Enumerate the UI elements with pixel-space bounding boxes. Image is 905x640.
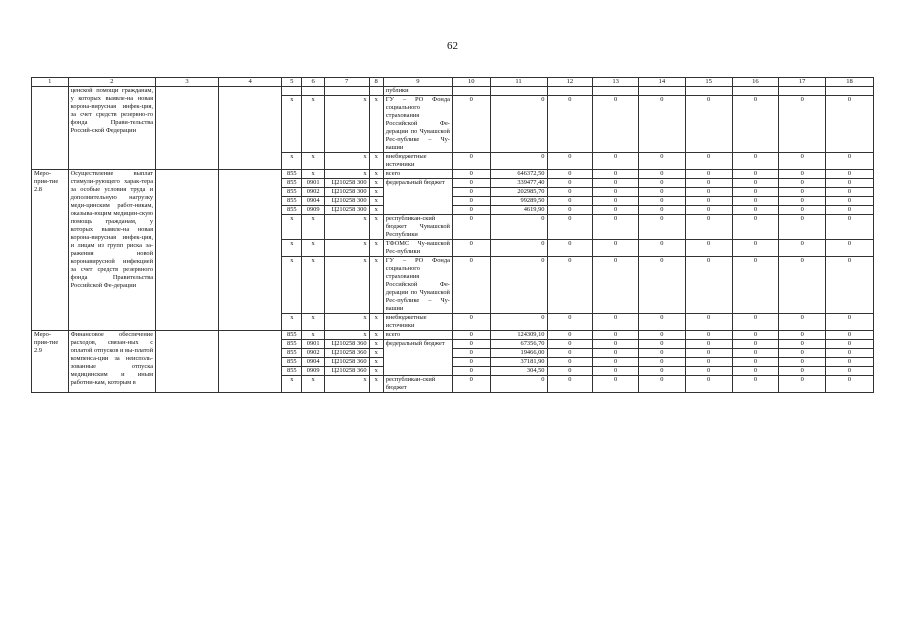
gr-code bbox=[282, 87, 302, 96]
value-cell bbox=[547, 87, 593, 96]
gr-code: x bbox=[282, 376, 302, 393]
funding-source: внебюджетные источники bbox=[383, 153, 452, 170]
value-cell: 0 bbox=[593, 340, 639, 349]
expense-type: x bbox=[369, 153, 383, 170]
value-cell: 646372,50 bbox=[490, 170, 547, 179]
value-cell: 0 bbox=[593, 188, 639, 197]
value-cell: 0 bbox=[639, 340, 686, 349]
value-cell bbox=[779, 87, 826, 96]
value-cell: 0 bbox=[452, 96, 490, 153]
value-cell: 0 bbox=[639, 96, 686, 153]
funding-source: внебюджетные источники bbox=[383, 314, 452, 331]
value-cell: 0 bbox=[685, 215, 732, 240]
column-header: 9 bbox=[383, 78, 452, 87]
value-cell: 0 bbox=[732, 206, 779, 215]
value-cell: 0 bbox=[685, 206, 732, 215]
value-cell: 0 bbox=[593, 96, 639, 153]
expense-type: x bbox=[369, 197, 383, 206]
expense-type: x bbox=[369, 314, 383, 331]
value-cell: 0 bbox=[639, 206, 686, 215]
table-row bbox=[32, 170, 874, 179]
value-cell: 0 bbox=[547, 206, 593, 215]
value-cell: 339477,40 bbox=[490, 179, 547, 188]
target-article: Ц210258 300 bbox=[324, 197, 369, 206]
section-code: x bbox=[302, 314, 324, 331]
value-cell: 0 bbox=[593, 358, 639, 367]
column-header: 8 bbox=[369, 78, 383, 87]
column-header: 4 bbox=[219, 78, 282, 87]
gr-code: x bbox=[282, 153, 302, 170]
column-header: 13 bbox=[593, 78, 639, 87]
expense-type: x bbox=[369, 96, 383, 153]
value-cell: 202985,70 bbox=[490, 188, 547, 197]
value-cell: 0 bbox=[593, 179, 639, 188]
value-cell: 0 bbox=[732, 188, 779, 197]
value-cell: 0 bbox=[547, 358, 593, 367]
funding-source: всего bbox=[383, 331, 452, 340]
value-cell: 0 bbox=[639, 349, 686, 358]
value-cell: 0 bbox=[732, 197, 779, 206]
value-cell bbox=[732, 87, 779, 96]
value-cell: 0 bbox=[685, 331, 732, 340]
value-cell: 0 bbox=[639, 179, 686, 188]
value-cell: 0 bbox=[779, 314, 826, 331]
header-row bbox=[32, 78, 874, 87]
value-cell: 0 bbox=[547, 188, 593, 197]
gr-code: 855 bbox=[282, 349, 302, 358]
empty-cell bbox=[156, 170, 219, 331]
value-cell: 0 bbox=[732, 215, 779, 240]
value-cell: 0 bbox=[826, 153, 874, 170]
expense-type: x bbox=[369, 257, 383, 314]
value-cell: 4619,90 bbox=[490, 206, 547, 215]
section-code: 0904 bbox=[302, 358, 324, 367]
value-cell: 0 bbox=[452, 340, 490, 349]
value-cell: 0 bbox=[547, 340, 593, 349]
target-article: x bbox=[324, 331, 369, 340]
target-article: x bbox=[324, 215, 369, 240]
value-cell: 0 bbox=[685, 314, 732, 331]
value-cell: 0 bbox=[547, 197, 593, 206]
value-cell: 0 bbox=[547, 179, 593, 188]
value-cell: 0 bbox=[593, 331, 639, 340]
value-cell: 0 bbox=[639, 188, 686, 197]
gr-code: 855 bbox=[282, 340, 302, 349]
funding-source: федеральный бюджет bbox=[383, 340, 452, 376]
funding-source: ГУ – РО Фонда социального страхования Российской Фе-дерации по Чувашской Рес-публике – Чу-вашии bbox=[383, 96, 452, 153]
value-cell: 0 bbox=[639, 257, 686, 314]
target-article: Ц210258 360 bbox=[324, 367, 369, 376]
value-cell: 0 bbox=[732, 376, 779, 393]
target-article: x bbox=[324, 170, 369, 179]
gr-code: 855 bbox=[282, 206, 302, 215]
column-header: 3 bbox=[156, 78, 219, 87]
event-description: Финансовое обеспечение расходов, связан-ных с оплатой отпусков и вы-платой компенса-ции за неисполь-зованные отпуска медицинским и иным работни-кам, которым в bbox=[68, 331, 155, 393]
value-cell: 0 bbox=[593, 257, 639, 314]
value-cell: 304,50 bbox=[490, 367, 547, 376]
value-cell: 0 bbox=[685, 170, 732, 179]
value-cell: 0 bbox=[685, 376, 732, 393]
funding-source: ГУ – РО Фонда социального страхования Российской Фе-дерации по Чувашской Рес-публике – Чу-вашии bbox=[383, 257, 452, 314]
value-cell: 0 bbox=[490, 153, 547, 170]
funding-source: республикан-ский бюджет Чувашской Республики bbox=[383, 215, 452, 240]
value-cell: 0 bbox=[593, 240, 639, 257]
value-cell: 0 bbox=[452, 206, 490, 215]
value-cell: 0 bbox=[779, 376, 826, 393]
gr-code: 855 bbox=[282, 358, 302, 367]
value-cell: 0 bbox=[685, 197, 732, 206]
value-cell: 0 bbox=[490, 240, 547, 257]
expense-type: x bbox=[369, 179, 383, 188]
value-cell: 0 bbox=[685, 358, 732, 367]
gr-code: 855 bbox=[282, 197, 302, 206]
value-cell: 0 bbox=[639, 314, 686, 331]
value-cell: 0 bbox=[593, 206, 639, 215]
value-cell: 0 bbox=[547, 257, 593, 314]
value-cell: 124309,10 bbox=[490, 331, 547, 340]
value-cell: 0 bbox=[685, 349, 732, 358]
value-cell: 0 bbox=[490, 215, 547, 240]
empty-cell bbox=[219, 331, 282, 393]
value-cell: 0 bbox=[685, 340, 732, 349]
empty-cell bbox=[156, 87, 219, 170]
table-row bbox=[32, 331, 874, 340]
column-header: 15 bbox=[685, 78, 732, 87]
value-cell: 0 bbox=[547, 215, 593, 240]
value-cell: 0 bbox=[452, 376, 490, 393]
value-cell: 99289,50 bbox=[490, 197, 547, 206]
value-cell: 0 bbox=[593, 170, 639, 179]
value-cell: 0 bbox=[826, 96, 874, 153]
funding-source: публики bbox=[383, 87, 452, 96]
column-header: 7 bbox=[324, 78, 369, 87]
column-header: 16 bbox=[732, 78, 779, 87]
expense-type: x bbox=[369, 358, 383, 367]
program-table bbox=[31, 77, 874, 393]
event-description: Осуществление выплат стимули-рующего харак-тера за особые условия труда и дополнительную нагрузку меди-цинским работ-никам, оказыва-ющим медицин-скую помощь гражданам, у которых выявле-на новая корона-вирусная инфек-ция, и лицам из групп риска за-ражения новой коронавирусной инфекцией за счет средств резервного фонда Правительства Российской Фе-дерации bbox=[68, 170, 155, 331]
value-cell: 0 bbox=[732, 340, 779, 349]
value-cell: 0 bbox=[826, 367, 874, 376]
column-header: 6 bbox=[302, 78, 324, 87]
funding-source: республикан-ский бюджет bbox=[383, 376, 452, 393]
value-cell: 0 bbox=[452, 179, 490, 188]
value-cell: 0 bbox=[779, 340, 826, 349]
value-cell: 0 bbox=[732, 331, 779, 340]
value-cell: 0 bbox=[639, 153, 686, 170]
value-cell: 0 bbox=[779, 240, 826, 257]
section-code: 0909 bbox=[302, 206, 324, 215]
value-cell: 0 bbox=[639, 170, 686, 179]
value-cell: 0 bbox=[685, 96, 732, 153]
gr-code: 855 bbox=[282, 188, 302, 197]
section-code: x bbox=[302, 257, 324, 314]
value-cell bbox=[490, 87, 547, 96]
value-cell: 0 bbox=[490, 376, 547, 393]
value-cell: 0 bbox=[779, 349, 826, 358]
column-header: 11 bbox=[490, 78, 547, 87]
value-cell: 0 bbox=[639, 197, 686, 206]
value-cell: 0 bbox=[593, 367, 639, 376]
value-cell: 0 bbox=[547, 240, 593, 257]
empty-cell bbox=[219, 87, 282, 170]
target-article: Ц210258 360 bbox=[324, 340, 369, 349]
expense-type: x bbox=[369, 170, 383, 179]
value-cell: 0 bbox=[639, 215, 686, 240]
gr-code: 855 bbox=[282, 170, 302, 179]
value-cell: 0 bbox=[826, 179, 874, 188]
value-cell: 0 bbox=[639, 376, 686, 393]
value-cell: 0 bbox=[732, 349, 779, 358]
value-cell: 0 bbox=[779, 358, 826, 367]
target-article: Ц210258 300 bbox=[324, 179, 369, 188]
column-header: 5 bbox=[282, 78, 302, 87]
value-cell: 0 bbox=[826, 331, 874, 340]
value-cell: 0 bbox=[452, 197, 490, 206]
column-header: 12 bbox=[547, 78, 593, 87]
value-cell: 0 bbox=[732, 96, 779, 153]
section-code: 0901 bbox=[302, 179, 324, 188]
value-cell: 0 bbox=[779, 179, 826, 188]
value-cell: 0 bbox=[826, 170, 874, 179]
value-cell: 67356,70 bbox=[490, 340, 547, 349]
value-cell: 0 bbox=[452, 314, 490, 331]
value-cell: 0 bbox=[779, 206, 826, 215]
value-cell: 37181,90 bbox=[490, 358, 547, 367]
value-cell bbox=[685, 87, 732, 96]
value-cell: 0 bbox=[452, 215, 490, 240]
value-cell: 0 bbox=[779, 197, 826, 206]
value-cell: 0 bbox=[593, 314, 639, 331]
value-cell: 0 bbox=[547, 376, 593, 393]
target-article: Ц210258 300 bbox=[324, 188, 369, 197]
value-cell: 0 bbox=[490, 257, 547, 314]
value-cell: 0 bbox=[547, 96, 593, 153]
value-cell: 0 bbox=[452, 240, 490, 257]
gr-code: x bbox=[282, 96, 302, 153]
value-cell: 0 bbox=[685, 179, 732, 188]
value-cell: 0 bbox=[779, 331, 826, 340]
section-code: 0901 bbox=[302, 340, 324, 349]
value-cell: 0 bbox=[826, 314, 874, 331]
section-code: x bbox=[302, 215, 324, 240]
target-article: Ц210258 360 bbox=[324, 358, 369, 367]
value-cell: 0 bbox=[826, 257, 874, 314]
column-header: 1 bbox=[32, 78, 69, 87]
value-cell: 0 bbox=[593, 197, 639, 206]
value-cell: 0 bbox=[547, 153, 593, 170]
value-cell: 0 bbox=[732, 358, 779, 367]
value-cell: 0 bbox=[547, 170, 593, 179]
funding-source: федеральный бюджет bbox=[383, 179, 452, 215]
event-label: Меро-прия-тие 2.8 bbox=[32, 170, 69, 331]
gr-code: 855 bbox=[282, 367, 302, 376]
expense-type: x bbox=[369, 331, 383, 340]
target-article: x bbox=[324, 153, 369, 170]
value-cell: 0 bbox=[779, 96, 826, 153]
value-cell: 0 bbox=[826, 240, 874, 257]
gr-code: x bbox=[282, 240, 302, 257]
value-cell: 0 bbox=[685, 240, 732, 257]
value-cell: 0 bbox=[826, 340, 874, 349]
value-cell: 0 bbox=[685, 257, 732, 314]
target-article: Ц210258 360 bbox=[324, 349, 369, 358]
expense-type bbox=[369, 87, 383, 96]
section-code: 0904 bbox=[302, 197, 324, 206]
column-header: 2 bbox=[68, 78, 155, 87]
section-code: x bbox=[302, 170, 324, 179]
value-cell: 0 bbox=[826, 349, 874, 358]
expense-type: x bbox=[369, 340, 383, 349]
value-cell: 0 bbox=[547, 349, 593, 358]
gr-code: x bbox=[282, 215, 302, 240]
value-cell: 0 bbox=[826, 206, 874, 215]
target-article: x bbox=[324, 314, 369, 331]
expense-type: x bbox=[369, 215, 383, 240]
value-cell: 0 bbox=[593, 349, 639, 358]
gr-code: x bbox=[282, 257, 302, 314]
value-cell: 0 bbox=[779, 257, 826, 314]
expense-type: x bbox=[369, 206, 383, 215]
column-header: 17 bbox=[779, 78, 826, 87]
event-label bbox=[32, 87, 69, 170]
target-article: Ц210258 300 bbox=[324, 206, 369, 215]
value-cell: 0 bbox=[452, 257, 490, 314]
value-cell: 0 bbox=[639, 367, 686, 376]
value-cell: 0 bbox=[452, 367, 490, 376]
value-cell: 0 bbox=[593, 153, 639, 170]
funding-source: всего bbox=[383, 170, 452, 179]
section-code: x bbox=[302, 331, 324, 340]
section-code bbox=[302, 87, 324, 96]
value-cell: 0 bbox=[826, 358, 874, 367]
target-article: x bbox=[324, 257, 369, 314]
section-code: x bbox=[302, 153, 324, 170]
column-header: 14 bbox=[639, 78, 686, 87]
value-cell: 0 bbox=[639, 240, 686, 257]
value-cell: 0 bbox=[779, 215, 826, 240]
column-header: 10 bbox=[452, 78, 490, 87]
value-cell: 0 bbox=[452, 170, 490, 179]
value-cell bbox=[639, 87, 686, 96]
value-cell: 0 bbox=[452, 331, 490, 340]
value-cell bbox=[452, 87, 490, 96]
value-cell: 0 bbox=[490, 96, 547, 153]
section-code: 0902 bbox=[302, 349, 324, 358]
section-code: x bbox=[302, 376, 324, 393]
value-cell: 0 bbox=[685, 367, 732, 376]
value-cell bbox=[826, 87, 874, 96]
value-cell: 0 bbox=[732, 314, 779, 331]
value-cell: 0 bbox=[732, 179, 779, 188]
expense-type: x bbox=[369, 349, 383, 358]
funding-source: ТФОМС Чу-вашской Рес-публики bbox=[383, 240, 452, 257]
value-cell bbox=[593, 87, 639, 96]
value-cell: 0 bbox=[593, 215, 639, 240]
gr-code: 855 bbox=[282, 179, 302, 188]
event-description: ценской помощи гражданам, у которых выявле-на новая корона-вирусная инфек-ция, за счет средств резервно-го фонда Прави-тельства Россий-ской Федерации bbox=[68, 87, 155, 170]
value-cell: 0 bbox=[452, 358, 490, 367]
value-cell: 0 bbox=[826, 197, 874, 206]
value-cell: 19466,00 bbox=[490, 349, 547, 358]
expense-type: x bbox=[369, 367, 383, 376]
value-cell: 0 bbox=[826, 215, 874, 240]
section-code: x bbox=[302, 240, 324, 257]
value-cell: 0 bbox=[779, 367, 826, 376]
value-cell: 0 bbox=[732, 367, 779, 376]
expense-type: x bbox=[369, 376, 383, 393]
target-article: x bbox=[324, 96, 369, 153]
value-cell: 0 bbox=[732, 153, 779, 170]
event-label: Меро-прия-тие 2.9 bbox=[32, 331, 69, 393]
empty-cell bbox=[219, 170, 282, 331]
value-cell: 0 bbox=[639, 331, 686, 340]
value-cell: 0 bbox=[547, 367, 593, 376]
value-cell: 0 bbox=[452, 188, 490, 197]
target-article: x bbox=[324, 376, 369, 393]
page-number: 62 bbox=[447, 40, 458, 52]
value-cell: 0 bbox=[779, 153, 826, 170]
value-cell: 0 bbox=[732, 170, 779, 179]
target-article: x bbox=[324, 240, 369, 257]
value-cell: 0 bbox=[732, 257, 779, 314]
section-code: x bbox=[302, 96, 324, 153]
column-header: 18 bbox=[826, 78, 874, 87]
value-cell: 0 bbox=[452, 153, 490, 170]
expense-type: x bbox=[369, 240, 383, 257]
value-cell: 0 bbox=[547, 314, 593, 331]
value-cell: 0 bbox=[826, 188, 874, 197]
gr-code: 855 bbox=[282, 331, 302, 340]
expense-type: x bbox=[369, 188, 383, 197]
value-cell: 0 bbox=[593, 376, 639, 393]
gr-code: x bbox=[282, 314, 302, 331]
value-cell: 0 bbox=[732, 240, 779, 257]
value-cell: 0 bbox=[826, 376, 874, 393]
section-code: 0909 bbox=[302, 367, 324, 376]
value-cell: 0 bbox=[452, 349, 490, 358]
empty-cell bbox=[156, 331, 219, 393]
table-row bbox=[32, 87, 874, 96]
value-cell: 0 bbox=[779, 188, 826, 197]
value-cell: 0 bbox=[685, 188, 732, 197]
value-cell: 0 bbox=[779, 170, 826, 179]
value-cell: 0 bbox=[639, 358, 686, 367]
value-cell: 0 bbox=[547, 331, 593, 340]
value-cell: 0 bbox=[685, 153, 732, 170]
target-article bbox=[324, 87, 369, 96]
section-code: 0902 bbox=[302, 188, 324, 197]
value-cell: 0 bbox=[490, 314, 547, 331]
